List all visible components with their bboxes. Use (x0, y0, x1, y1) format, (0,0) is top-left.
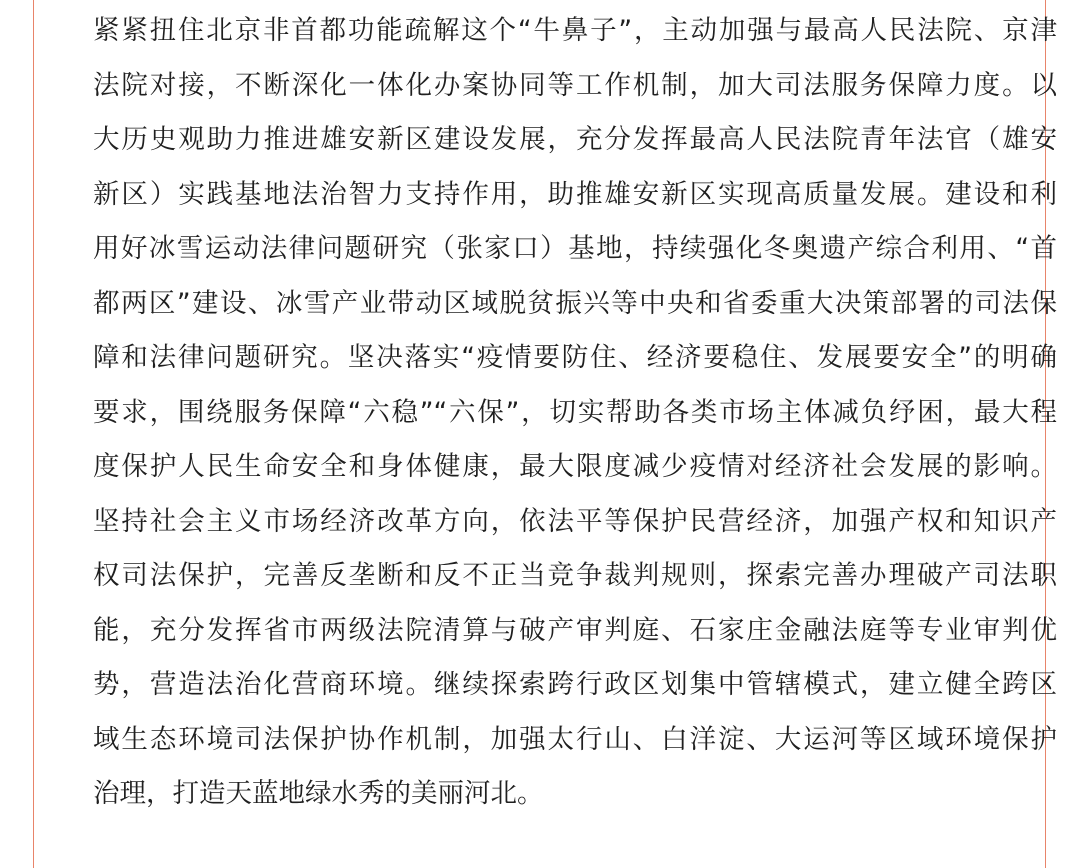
article-line: 能，充分发挥省市两级法院清算与破产审判庭、石家庄金融法庭等专业审判优 (93, 614, 1057, 646)
article-line: 大历史观助力推进雄安新区建设发展，充分发挥最高人民法院青年法官（雄安 (93, 124, 1057, 155)
article-line: 域生态环境司法保护协作机制，加强太行山、白洋淀、大运河等区域环境保护 (93, 723, 1057, 755)
article-line-last: 治理，打造天蓝地绿水秀的美丽河北。 (93, 778, 544, 809)
article-line: 紧紧扭住北京非首都功能疏解这个“牛鼻子”，主动加强与最高人民法院、京津 (93, 15, 1057, 46)
article-line: 度保护人民生命安全和身体健康，最大限度减少疫情对经济社会发展的影响。 (93, 451, 1057, 482)
article-line: 新区）实践基地法治智力支持作用，助推雄安新区实现高质量发展。建设和利 (93, 178, 1057, 210)
article-body (93, 4, 1057, 822)
article-frame (33, 0, 1057, 868)
article-line: 法院对接，不断深化一体化办案协同等工作机制，加大司法服务保障力度。以 (93, 69, 1057, 101)
article-line: 坚持社会主义市场经济改革方向，依法平等保护民营经济，加强产权和知识产 (93, 505, 1057, 537)
article-line: 权司法保护，完善反垄断和反不正当竞争裁判规则，探索完善办理破产司法职 (93, 560, 1057, 591)
article-line: 障和法律问题研究。坚决落实“疫情要防住、经济要稳住、发展要安全”的明确 (93, 342, 1057, 373)
article-line: 势，营造法治化营商环境。继续探索跨行政区划集中管辖模式，建立健全跨区 (93, 669, 1057, 700)
article-line: 用好冰雪运动法律问题研究（张家口）基地，持续强化冬奥遗产综合利用、“首 (93, 233, 1057, 264)
article-line: 都两区”建设、冰雪产业带动区域脱贫振兴等中央和省委重大决策部署的司法保 (93, 287, 1057, 319)
article-line: 要求，围绕服务保障“六稳”“六保”，切实帮助各类市场主体减负纾困，最大程 (93, 396, 1057, 428)
